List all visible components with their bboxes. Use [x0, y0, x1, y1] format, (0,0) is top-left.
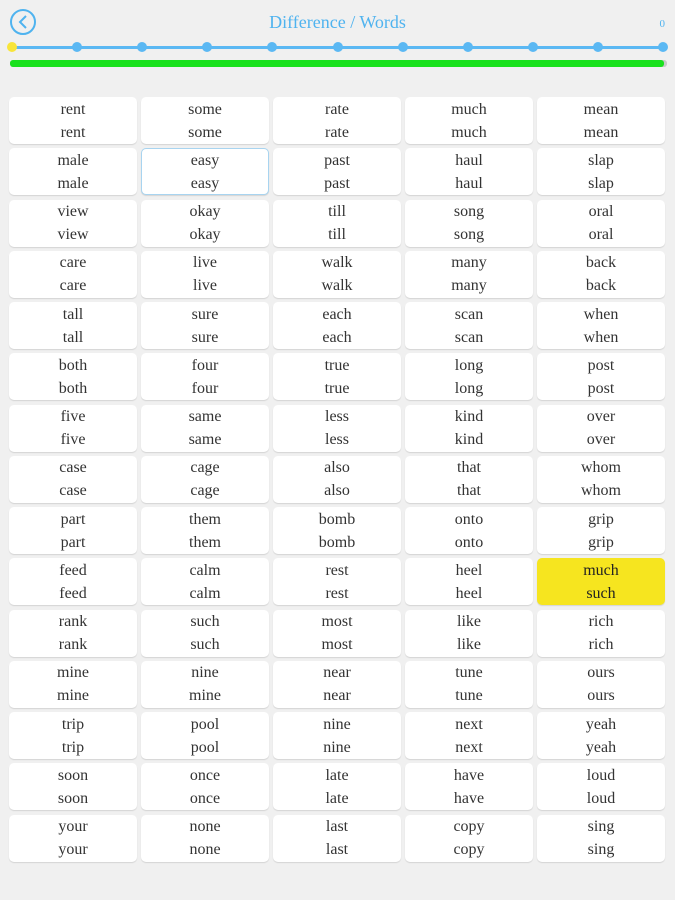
word-pair-cell[interactable]: [9, 97, 137, 144]
word-pair-cell[interactable]: [273, 558, 401, 605]
word-bottom: part: [60, 533, 86, 551]
word-bottom: grip: [588, 533, 614, 551]
word-pair-cell[interactable]: [537, 251, 665, 298]
word-top: part: [60, 510, 86, 528]
word-pair-cell[interactable]: [141, 507, 269, 554]
word-top: rich: [588, 613, 614, 630]
word-pair-cell[interactable]: [537, 610, 665, 657]
word-pair-cell[interactable]: [9, 200, 137, 247]
word-bottom: that: [457, 482, 481, 500]
word-bottom: much: [451, 123, 487, 141]
word-pair-cell[interactable]: [405, 97, 533, 144]
word-bottom: late: [325, 789, 349, 807]
word-bottom: each: [322, 328, 352, 346]
word-pair-cell[interactable]: [141, 97, 269, 144]
word-bottom: cage: [190, 482, 220, 500]
word-top: song: [453, 203, 485, 220]
word-bottom: till: [328, 226, 346, 243]
word-bottom: true: [324, 379, 350, 397]
word-bottom: most: [321, 636, 353, 653]
word-bottom: none: [189, 841, 221, 858]
word-pair-cell[interactable]: [273, 97, 401, 144]
word-pair-cell[interactable]: [273, 302, 401, 349]
word-bottom: oral: [588, 226, 614, 243]
word-top: post: [587, 356, 615, 374]
word-bottom: okay: [189, 226, 221, 243]
word-top: back: [585, 254, 617, 272]
word-pair-cell[interactable]: [273, 200, 401, 247]
word-pair-cell[interactable]: [141, 200, 269, 247]
word-top: true: [324, 356, 350, 374]
word-pair-cell[interactable]: [537, 97, 665, 144]
word-bottom: kind: [454, 431, 484, 448]
word-bottom: whom: [581, 482, 621, 500]
word-top: sure: [191, 305, 219, 323]
word-bottom: onto: [454, 533, 484, 551]
word-pair-cell[interactable]: [141, 661, 269, 708]
word-pair-cell[interactable]: [273, 712, 401, 759]
word-pair-cell[interactable]: [405, 302, 533, 349]
word-top: oral: [588, 203, 614, 220]
word-bottom: tall: [62, 328, 84, 346]
step-dot: [528, 42, 538, 52]
word-bottom: rent: [60, 123, 86, 141]
word-pair-cell[interactable]: [537, 815, 665, 862]
word-top: heel: [455, 561, 483, 579]
word-pair-cell[interactable]: [9, 251, 137, 298]
word-top: also: [324, 459, 350, 477]
word-bottom: rich: [588, 636, 614, 653]
word-bottom: calm: [189, 584, 221, 602]
word-bottom: sing: [587, 841, 615, 858]
word-top: five: [60, 408, 86, 425]
word-top: late: [325, 766, 349, 784]
word-top: rank: [58, 613, 88, 630]
word-top: kind: [454, 408, 484, 425]
word-top: cage: [190, 459, 220, 477]
word-pair-cell[interactable]: [537, 507, 665, 554]
word-bottom: four: [191, 379, 219, 397]
word-pair-cell[interactable]: [9, 661, 137, 708]
word-bottom: same: [188, 431, 222, 448]
progress-bar: [10, 60, 667, 67]
word-pair-cell[interactable]: [9, 610, 137, 657]
word-bottom: song: [453, 226, 485, 243]
word-bottom: trip: [61, 738, 85, 756]
progress-fill: [10, 60, 664, 67]
word-top: male: [57, 151, 89, 169]
word-bottom: like: [457, 636, 481, 653]
word-bottom: when: [583, 328, 619, 346]
word-bottom: them: [189, 533, 221, 551]
word-top: most: [321, 613, 353, 630]
word-pair-cell[interactable]: [141, 610, 269, 657]
word-top: rent: [60, 100, 86, 118]
word-pair-cell[interactable]: [141, 558, 269, 605]
word-bottom: many: [451, 277, 487, 295]
word-bottom: such: [190, 636, 220, 653]
word-pair-cell[interactable]: [537, 712, 665, 759]
step-dot: [7, 42, 17, 52]
word-pair-cell[interactable]: [405, 712, 533, 759]
word-top: nine: [323, 715, 351, 733]
word-pair-cell[interactable]: [273, 251, 401, 298]
word-pair-cell[interactable]: [537, 456, 665, 503]
word-pair-cell[interactable]: [9, 558, 137, 605]
word-bottom: scan: [454, 328, 484, 346]
word-top: rate: [325, 100, 349, 118]
word-top: calm: [189, 561, 221, 579]
word-top: less: [325, 408, 349, 425]
word-top: easy: [190, 151, 220, 169]
word-pair-cell[interactable]: [9, 405, 137, 452]
word-top: okay: [189, 203, 221, 220]
word-top: rest: [325, 561, 349, 579]
word-bottom: near: [323, 687, 351, 705]
word-bottom: soon: [57, 789, 89, 807]
word-pair-cell[interactable]: [141, 353, 269, 400]
word-top: past: [324, 151, 350, 169]
word-top: many: [451, 254, 487, 272]
word-top: grip: [588, 510, 614, 528]
word-top: tune: [455, 664, 483, 682]
word-top: live: [193, 254, 217, 272]
word-pair-cell[interactable]: [9, 302, 137, 349]
word-bottom: some: [188, 123, 222, 141]
word-top: till: [328, 203, 346, 220]
word-bottom: loud: [586, 789, 616, 807]
word-top: over: [586, 408, 616, 425]
word-bottom: such: [586, 584, 616, 602]
word-bottom: tune: [455, 687, 483, 705]
word-top: next: [455, 715, 483, 733]
word-pair-cell[interactable]: [537, 763, 665, 810]
word-pair-cell[interactable]: [273, 405, 401, 452]
word-bottom: have: [453, 789, 485, 807]
word-top: mean: [583, 100, 619, 118]
word-bottom: feed: [59, 584, 87, 602]
word-pair-cell[interactable]: [141, 763, 269, 810]
word-grid: [9, 97, 668, 862]
word-top: feed: [59, 561, 87, 579]
word-bottom: long: [454, 379, 484, 397]
word-pair-cell[interactable]: [273, 763, 401, 810]
word-top: slap: [588, 151, 614, 169]
word-bottom: five: [60, 431, 86, 448]
word-top: some: [188, 100, 222, 118]
word-bottom: walk: [321, 277, 353, 295]
word-pair-cell[interactable]: [405, 661, 533, 708]
word-bottom: easy: [190, 174, 220, 192]
score-counter: 0: [659, 18, 665, 30]
word-pair-cell[interactable]: [141, 251, 269, 298]
word-top: pool: [190, 715, 220, 733]
word-bottom: care: [59, 277, 87, 295]
word-top: last: [325, 818, 349, 835]
word-bottom: nine: [323, 738, 351, 756]
header: [0, 0, 675, 48]
word-bottom: both: [58, 379, 88, 397]
step-dot: [202, 42, 212, 52]
word-bottom: view: [57, 226, 89, 243]
word-top: whom: [581, 459, 621, 477]
word-bottom: last: [325, 841, 349, 858]
word-pair-cell[interactable]: [537, 661, 665, 708]
word-bottom: bomb: [318, 533, 356, 551]
page-title: Difference / Words: [269, 12, 406, 32]
word-bottom: once: [189, 789, 221, 807]
word-top: when: [583, 305, 619, 323]
word-bottom: mine: [57, 687, 89, 705]
word-top: copy: [453, 818, 485, 835]
word-bottom: over: [586, 431, 616, 448]
word-pair-cell[interactable]: [405, 405, 533, 452]
word-pair-cell[interactable]: [141, 405, 269, 452]
word-pair-cell[interactable]: [405, 763, 533, 810]
word-pair-cell[interactable]: [9, 815, 137, 862]
word-pair-cell[interactable]: [141, 302, 269, 349]
word-bottom: heel: [455, 584, 483, 602]
word-pair-cell[interactable]: [537, 353, 665, 400]
word-bottom: case: [59, 482, 87, 500]
word-top: have: [453, 766, 485, 784]
word-bottom: back: [585, 277, 617, 295]
word-pair-cell[interactable]: [141, 815, 269, 862]
word-top: soon: [57, 766, 89, 784]
word-top: tall: [62, 305, 84, 323]
word-top: trip: [61, 715, 85, 733]
word-pair-cell[interactable]: [537, 148, 665, 195]
step-dot: [398, 42, 408, 52]
word-top: your: [58, 818, 88, 835]
step-dot: [137, 42, 147, 52]
word-bottom: also: [324, 482, 350, 500]
word-pair-cell[interactable]: [537, 405, 665, 452]
word-top: view: [57, 203, 89, 220]
word-pair-cell[interactable]: [9, 148, 137, 195]
word-top: walk: [321, 254, 353, 272]
word-bottom: haul: [455, 174, 483, 192]
word-top: mine: [57, 664, 89, 682]
word-top: that: [457, 459, 481, 477]
word-pair-cell[interactable]: [9, 353, 137, 400]
word-top: scan: [454, 305, 484, 323]
word-pair-cell[interactable]: [273, 507, 401, 554]
word-pair-cell[interactable]: [405, 558, 533, 605]
step-dot: [333, 42, 343, 52]
word-pair-cell[interactable]: [537, 302, 665, 349]
word-pair-cell[interactable]: [273, 456, 401, 503]
word-top: like: [457, 613, 481, 630]
word-top: ours: [587, 664, 615, 682]
word-pair-cell[interactable]: [405, 353, 533, 400]
word-pair-cell[interactable]: [141, 712, 269, 759]
word-bottom: ours: [587, 687, 615, 705]
word-pair-cell[interactable]: [405, 507, 533, 554]
word-pair-cell[interactable]: [9, 456, 137, 503]
word-bottom: next: [455, 738, 483, 756]
word-pair-cell[interactable]: [273, 610, 401, 657]
word-bottom: live: [193, 277, 217, 295]
word-top: near: [323, 664, 351, 682]
word-top: bomb: [318, 510, 356, 528]
word-pair-cell[interactable]: [405, 815, 533, 862]
word-pair-cell[interactable]: [9, 507, 137, 554]
word-top: onto: [454, 510, 484, 528]
word-top: yeah: [585, 715, 617, 733]
word-top: none: [189, 818, 221, 835]
word-pair-cell[interactable]: [273, 815, 401, 862]
word-pair-cell[interactable]: [405, 200, 533, 247]
word-top: such: [190, 613, 220, 630]
word-bottom: slap: [588, 174, 614, 192]
word-bottom: rate: [325, 123, 349, 141]
word-bottom: mean: [583, 123, 619, 141]
word-pair-cell[interactable]: [405, 251, 533, 298]
word-top: each: [322, 305, 352, 323]
word-top: sing: [587, 818, 615, 835]
word-pair-cell[interactable]: [405, 456, 533, 503]
word-pair-cell[interactable]: [273, 148, 401, 195]
word-top: care: [59, 254, 87, 272]
step-dot: [593, 42, 603, 52]
word-bottom: copy: [453, 841, 485, 858]
word-bottom: mine: [189, 687, 221, 705]
step-dot: [267, 42, 277, 52]
word-bottom: sure: [191, 328, 219, 346]
word-bottom: your: [58, 841, 88, 858]
word-bottom: less: [325, 431, 349, 448]
word-top: long: [454, 356, 484, 374]
word-bottom: post: [587, 379, 615, 397]
word-pair-cell[interactable]: [141, 456, 269, 503]
word-top: both: [58, 356, 88, 374]
word-top: haul: [455, 151, 483, 169]
word-bottom: yeah: [585, 738, 617, 756]
word-top: much: [583, 561, 619, 579]
step-dot: [658, 42, 668, 52]
word-top: once: [189, 766, 221, 784]
word-pair-cell[interactable]: [537, 558, 665, 605]
word-bottom: pool: [190, 738, 220, 756]
word-top: same: [188, 408, 222, 425]
word-bottom: rank: [58, 636, 88, 653]
word-top: much: [451, 100, 487, 118]
word-top: case: [59, 459, 87, 477]
word-pair-cell[interactable]: [273, 661, 401, 708]
word-bottom: male: [57, 174, 89, 192]
step-dot: [72, 42, 82, 52]
word-bottom: rest: [325, 584, 349, 602]
word-pair-cell[interactable]: [405, 610, 533, 657]
word-pair-cell[interactable]: [537, 200, 665, 247]
word-bottom: past: [324, 174, 350, 192]
step-dot: [463, 42, 473, 52]
word-top: nine: [191, 664, 219, 682]
word-top: loud: [586, 766, 616, 784]
word-pair-cell[interactable]: [141, 148, 269, 195]
word-top: them: [189, 510, 221, 528]
word-pair-cell[interactable]: [273, 353, 401, 400]
word-pair-cell[interactable]: [9, 763, 137, 810]
word-pair-cell[interactable]: [9, 712, 137, 759]
word-top: four: [191, 356, 219, 374]
word-pair-cell[interactable]: [405, 148, 533, 195]
